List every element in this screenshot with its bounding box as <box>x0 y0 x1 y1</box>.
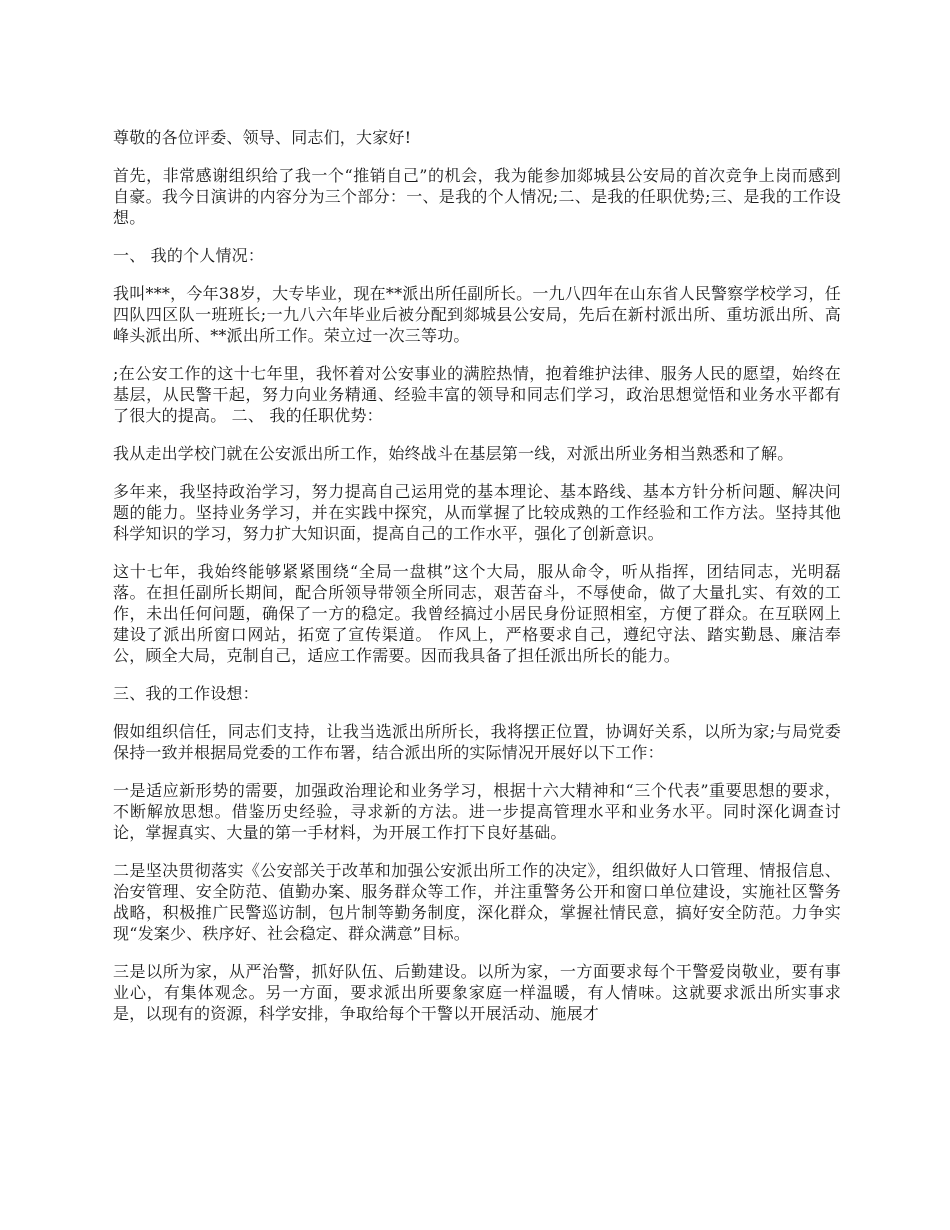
plan-point-1: 一是适应新形势的需要，加强政治理论和业务学习，根据十六大精神和“三个代表”重要思想的要求，不断解放思想。借鉴历史经验，寻求新的方法。进一步提高管理水平和业务水平。同时深化调查讨论，掌握真实、大量的第一手材料，为开展工作打下良好基础。 <box>113 781 841 842</box>
salutation: 尊敬的各位评委、领导、同志们，大家好! <box>113 128 412 147</box>
experience-paragraph: ;在公安工作的这十七年里，我怀着对公安事业的满腔热情，抱着维护法律、服务人民的愿望，始终在基层，从民警干起，努力向业务精通、经验丰富的领导和同志们学习，政治思想觉悟和业务水平都有了很大的提高。 二、 我的任职优势： <box>113 364 841 425</box>
plan-intro-paragraph: 假如组织信任，同志们支持，让我当选派出所所长，我将摆正位置，协调好关系，以所为家;与局党委保持一致并根据局党委的工作布署，结合派出所的实际情况开展好以下工作： <box>113 722 841 762</box>
intro-paragraph: 首先，非常感谢组织给了我一个“推销自己”的机会，我为能参加郯城县公安局的首次竞争上岗而感到自豪。我今日演讲的内容分为三个部分：一、是我的个人情况;二、是我的任职优势;三、是我的工作设想。 <box>113 166 841 227</box>
advantage-paragraph-2: 多年来，我坚持政治学习，努力提高自己运用党的基本理论、基本路线、基本方针分析问题、解决问题的能力。坚持业务学习，并在实践中探究，从而掌握了比较成熟的工作经验和工作方法。坚持其他科学知识的学习，努力扩大知识面，提高自己的工作水平，强化了创新意识。 <box>113 482 841 543</box>
advantage-paragraph-3: 这十七年，我始终能够紧紧围绕“全局一盘棋”这个大局，服从命令，听从指挥，团结同志，光明磊落。在担任副所长期间，配合所领导带领全所同志，艰苦奋斗，不辱使命，做了大量扎实、有效的工作，未出任何问题，确保了一方的稳定。我曾经搞过小居民身份证照相室，方便了群众。在互联网上建设了派出所窗口网站，拓宽了宣传渠道。 作风上，严格要求自己，遵纪守法、踏实勤恳、廉洁奉公，顾全大局，克制自己，适应工作需要。因而我具备了担任派出所长的能力。 <box>113 562 841 665</box>
plan-point-2: 二是坚决贯彻落实《公安部关于改革和加强公安派出所工作的决定》，组织做好人口管理、情报信息、治安管理、安全防范、值勤办案、服务群众等工作，并注重警务公开和窗口单位建设，实施社区警务战略，积极推广民警巡访制，包片制等勤务制度，深化群众，掌握社情民意，搞好安全防范。力争实现“发案少、秩序好、社会稳定、群众满意”目标。 <box>113 861 841 943</box>
advantage-paragraph-1: 我从走出学校门就在公安派出所工作，始终战斗在基层第一线，对派出所业务相当熟悉和了解。 <box>113 444 794 463</box>
personal-info-paragraph: 我叫***，今年38岁，大专毕业，现在**派出所任副所长。一九八四年在山东省人民警察学校学习，任四队四区队一班班长;一九八六年毕业后被分配到郯城县公安局，先后在新村派出所、重坊派出所、高峰头派出所、**派出所工作。荣立过一次三等功。 <box>113 284 841 345</box>
plan-point-3: 三是以所为家，从严治警，抓好队伍、后勤建设。以所为家，一方面要求每个干警爱岗敬业，要有事业心，有集体观念。另一方面，要求派出所要象家庭一样温暖，有人情味。这就要求派出所实事求是，以现有的资源，科学安排，争取给每个干警以开展活动、施展才 <box>113 962 841 1023</box>
section-heading-plan: 三、我的工作设想： <box>113 684 259 703</box>
section-heading-personal: 一、 我的个人情况： <box>113 246 265 265</box>
document-page <box>113 127 841 1041</box>
